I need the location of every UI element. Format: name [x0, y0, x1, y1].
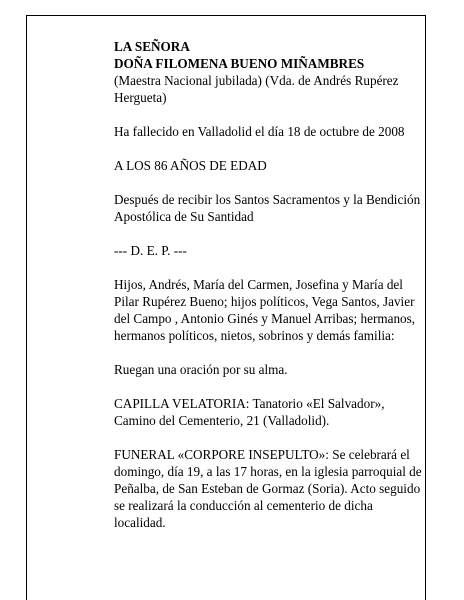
title-line-1: LA SEÑORA: [114, 39, 190, 54]
family-statement: Hijos, Andrés, María del Carmen, Josefina y María del Pilar Rupérez Bueno; hijos políticos, Vega Santos, Javier del Campo , Antonio Ginés y Manuel Arribas; hermanos, hermanos políticos, nietos, sobrinos y demás familia:: [114, 277, 416, 343]
rip-line: --- D. E. P. ---: [114, 243, 187, 258]
funeral-info: FUNERAL «CORPORE INSEPULTO»: Se celebrará el domingo, día 19, a las 17 horas, en la iglesia parroquial de Peñalba, de San Esteban de Gormaz (Soria). Acto seguido se realizará la conducción al cementerio de dicha localidad.: [114, 447, 422, 530]
death-statement: Ha fallecido en Valladolid el día 18 de octubre de 2008: [114, 124, 405, 139]
obituary-notice: [114, 38, 424, 548]
age-statement: A LOS 86 AÑOS DE EDAD: [114, 158, 267, 173]
chapel-info: CAPILLA VELATORIA: Tanatorio «El Salvador», Camino del Cementerio, 21 (Valladolid).: [114, 396, 385, 428]
prayer-request: Ruegan una oración por su alma.: [114, 362, 288, 377]
sacraments-statement: Después de recibir los Santos Sacramentos y la Bendición Apostólica de Su Santidad: [114, 192, 421, 224]
subtitle: (Maestra Nacional jubilada) (Vda. de Andrés Rupérez Hergueta): [114, 73, 399, 105]
title-line-2: DOÑA FILOMENA BUENO MIÑAMBRES: [114, 56, 365, 71]
